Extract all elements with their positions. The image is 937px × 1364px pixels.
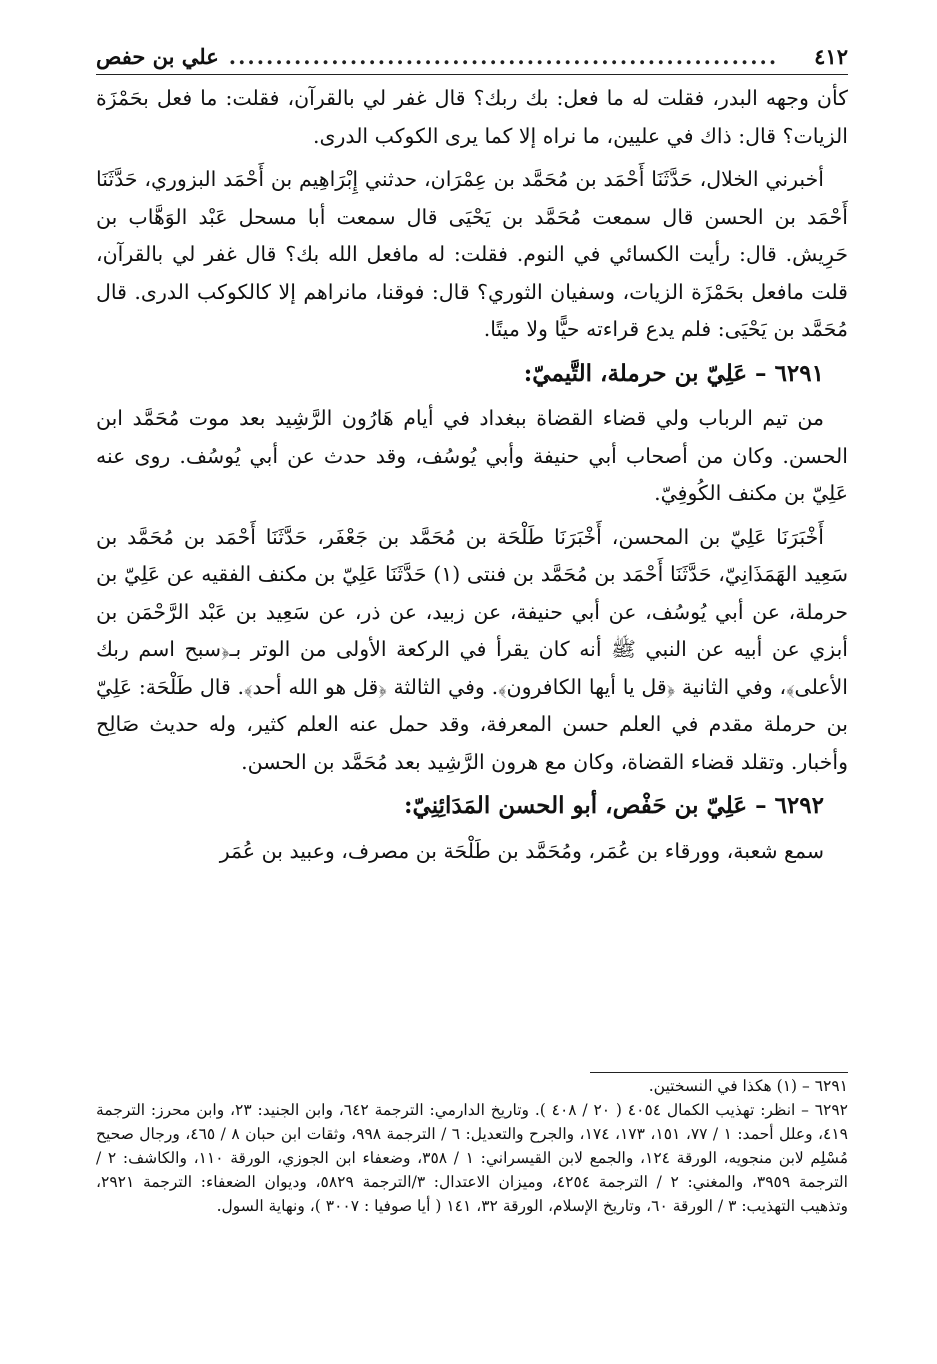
footnotes — [96, 1074, 848, 1218]
entry-heading-6291: ٦٢٩١ – عَلِيّ بن حرملة، التَّيميّ: — [523, 359, 824, 387]
running-title: علي بن حفص — [96, 43, 219, 69]
footnote-divider — [590, 1072, 848, 1073]
paragraph-4: أَخْبَرَنَا عَلِيّ بن المحسن، أَخْبَرَنَا طَلْحَة بن مُحَمَّد بن جَعْفَر، حَدَّثَنَا أَحْمَد بن مُحَمَّد بن سَعِيد الهَمَذَانِيّ، حَدَّثَنَا أَحْمَد بن مُحَمَّد بن فنتى (١) حَدَّثَنَا عَلِيّ بن مكنف الفقيه عن عَلِيّ بن حرملة، عن أبي يُوسُف، عن أبي حنيفة، عن زبيد، عن ذر، عن سَعِيد بن عَبْد الرَّحْمَن بن أبزي عن أبيه عن النبي ﷺ أنه كان يقرأ في الركعة الأولى من الوتر بـ﴿سبح اسم ربك الأعلى﴾، وفي الثانية ﴿قل يا أيها الكافرون﴾. وفي الثالثة ﴿قل هو الله أحد﴾. قال طَلْحَة: عَلِيّ بن حرملة مقدم في العلم حسن المعرفة، وقد حمل عنه العلم كثير، وله حديث صَالِح وأخبار. وتقلد قضاء القضاة، وكان مع هرون الرَّشِيد بعد مُحَمَّد بن الحسن. — [96, 524, 848, 774]
paragraph-3: من تيم الرباب ولي قضاء القضاة ببغداد في أيام هَارُون الرَّشِيد بعد موت مُحَمَّد ابن الحسن. وكان من أصحاب أبي حنيفة وأبي يُوسُف، وقد حدث عن أبي يُوسُف. روى عنه عَلِيّ بن مكنف الكُوفِيّ. — [96, 406, 848, 505]
paragraph-2: أخبرني الخلال، حَدَّثَنَا أَحْمَد بن مُحَمَّد بن عِمْرَان، حدثني إِبْرَاهِيم بن أَحْمَد البزوري، حَدَّثَنَا أَحْمَد بن الحسن قال سمعت مُحَمَّد بن يَحْيَى قال سمعت أبا مسحل عَبْد الوَهَّاب بن حَرِيش. قال: رأيت الكسائي في النوم. فقلت: له مافعل الله بك؟ قال غفر لي بالقرآن، قلت مافعل بحَمْزَة الزيات، وسفيان الثوري؟ قال: فوقنا، مانراهم إلا كالكوكب الدرى. قال مُحَمَّد بن يَحْيَى: فلم يدع قراءته حيًّا ولا ميتًا. — [96, 167, 848, 341]
main-text — [96, 80, 848, 876]
footnote-2: ٦٢٩٢ – انظر: تهذيب الكمال ٤٠٥٤ ( ٢٠ / ٤٠٨ ). وتاريخ الدارمي: الترجمة ٦٤٢، وابن الجنيد: ٢٣، وابن محرز: الترجمة ٤١٩، وعلل أحمد: ١ / ٧٧، ١٥١، ١٧٣، ١٧٤، والجرح والتعديل: ٦ / الترجمة ٩٩٨، وثقات ابن حبان ٨ / ٤٦٥، ورجال صحيح مُسْلِم لابن منجويه، الورقة ١٢٤، والجمع لابن القيسراني: ١ / ٣٥٨، وضعفاء ابن الجوزي، الورقة ١١٠، والكاشف: ٢ / الترجمة ٣٩٥٩، والمغني: ٢ / الترجمة ٤٢٥٤، وميزان الاعتدال: ٣/الترجمة ٥٨٢٩، وديوان الضعفاء: الترجمة ٢٩٢١، وتذهيب التهذيب: ٣ / الورقة ٦٠، وتاريخ الإسلام، الورقة ٣٢، ١٤١ ( أيا صوفيا : ٣٠٠٧ )، ونهاية السول. — [96, 1101, 848, 1215]
footnote-1: ٦٢٩١ – (١) هكذا في النسختين. — [648, 1077, 848, 1095]
page-number: ٤١٢ — [814, 43, 848, 69]
page-header — [96, 38, 848, 75]
header-leader-dots: ........................................................... — [228, 43, 779, 69]
paragraph-1: كأن وجهه البدر، فقلت له ما فعل: بك ربك؟ قال غفر لي بالقرآن، فقلت: ما فعل بحَمْزَة الزيات؟ قال: ذاك في عليين، ما نراه إلا كما يرى الكوكب الدرى. — [96, 86, 848, 148]
paragraph-5: سمع شعبة، وورقاء بن عُمَر، ومُحَمَّد بن طَلْحَة بن مصرف، وعبيد بن عُمَر — [219, 838, 824, 863]
entry-heading-6292: ٦٢٩٢ – عَلِيّ بن حَفْص، أبو الحسن المَدَائِنِيّ: — [404, 792, 824, 819]
